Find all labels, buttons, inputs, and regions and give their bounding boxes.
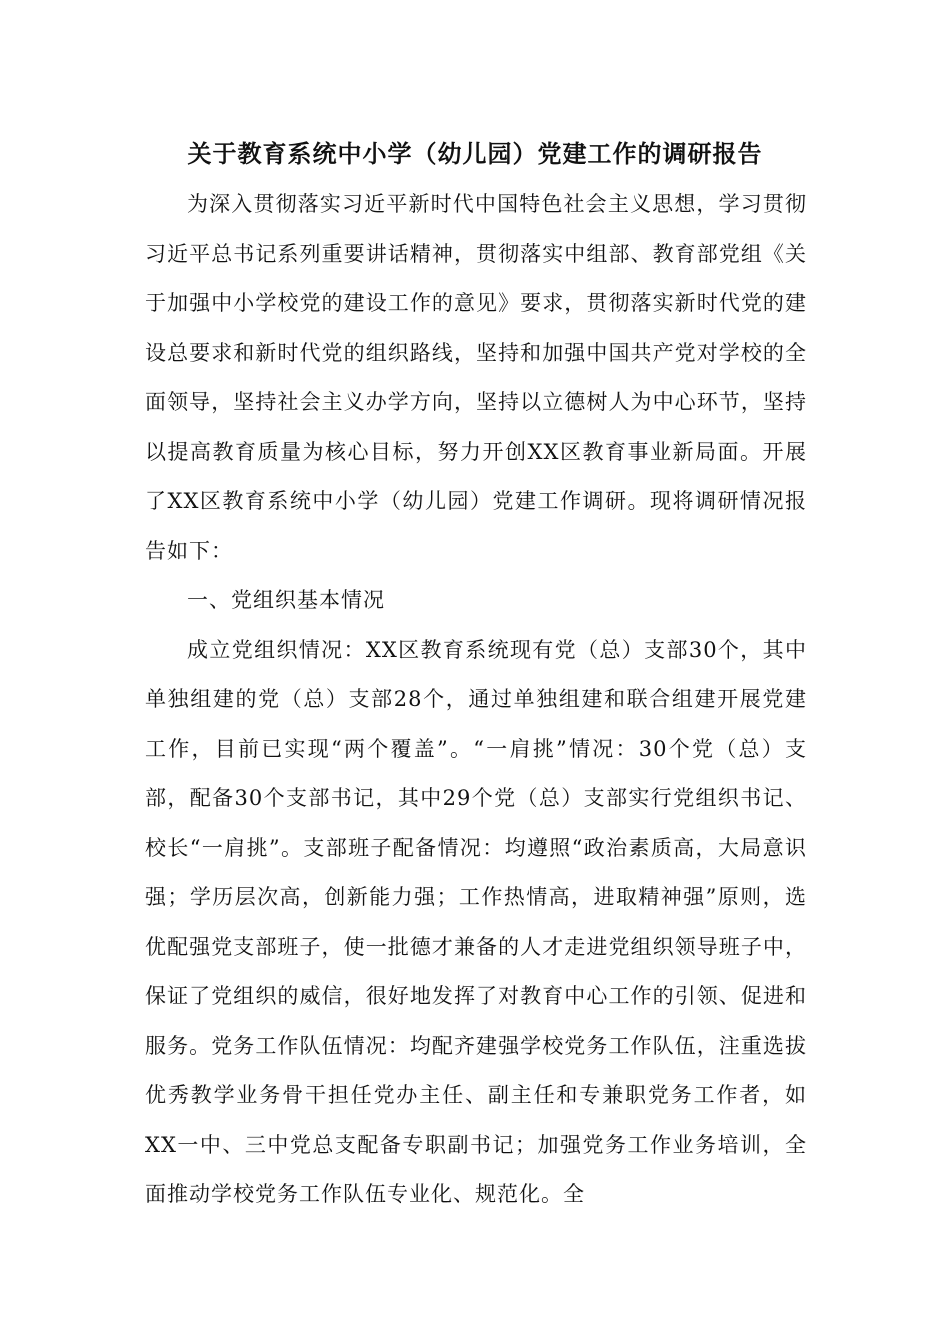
body-paragraph: 成立党组织情况：XX区教育系统现有党（总）支部30个，其中单独组建的党（总）支部28个，通过单独组建和联合组建开展党建工作，目前已实现“两个覆盖”。“一肩挑”情况：30个党（总）支部，配备30个支部书记，其中29个党（总）支部实行党组织书记、校长“一肩挑”。支部班子配备情况：均遵照“政治素质高，大局意识强；学历层次高，创新能力强；工作热情高，进取精神强”原则，选优配强党支部班子，使一批德才兼备的人才走进党组织领导班子中，保证了党组织的威信，很好地发挥了对教育中心工作的引领、促进和服务。党务工作队伍情况：均配齐建强学校党务工作队伍，注重选拔优秀教学业务骨干担任党办主任、副主任和专兼职党务工作者，如XX一中、三中党总支配备专职副书记；加强党务工作业务培训，全面推动学校党务工作队伍专业化、规范化。全 [145, 637, 807, 1206]
document-body [145, 180, 807, 1220]
section-heading: 一、党组织基本情况 [187, 588, 385, 612]
intro-paragraph: 为深入贯彻落实习近平新时代中国特色社会主义思想，学习贯彻习近平总书记系列重要讲话精神，贯彻落实中组部、教育部党组《关于加强中小学校党的建设工作的意见》要求，贯彻落实新时代党的建设总要求和新时代党的组织路线，坚持和加强中国共产党对学校的全面领导，坚持社会主义办学方向，坚持以立德树人为中心环节，坚持以提高教育质量为核心目标，努力开创XX区教育事业新局面。开展了XX区教育系统中小学（幼儿园）党建工作调研。现将调研情况报告如下： [145, 192, 807, 563]
document-title: 关于教育系统中小学（幼儿园）党建工作的调研报告 [187, 139, 763, 168]
